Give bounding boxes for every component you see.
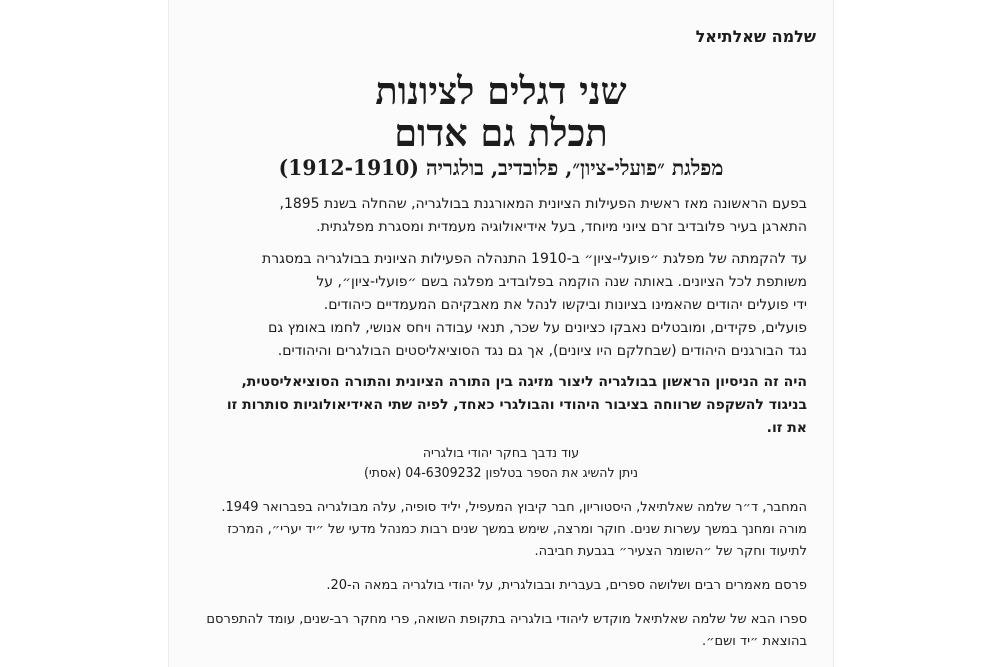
author-bio-line: מורה ומחנך במשך עשרות שנים. חוקר ומרצה, שימש במשך שנים רבות כמנהל מדעי של ״יד יערי״, המרכז	[227, 522, 807, 537]
author-bio-line: המחבר, ד״ר שלמה שאלתיאל, היסטוריון, חבר קיבוץ המעפיל, יליד סופיה, עלה מבולגריה בפברואר 1949.	[221, 500, 807, 515]
author-name: שלמה שאלתיאל	[695, 27, 816, 46]
paragraph-1-line: בפעם הראשונה מאז ראשית הפעילות הציונית המאורגנת בבולגריה, שהחלה בשנת 1895,	[279, 196, 807, 212]
next-book-line: בהוצאת ״יד ושם״.	[701, 634, 807, 649]
paragraph-2-line: עד להקמתה של מפלגת ״פועלי-ציון״ ב-1910 התנהלה הפעילות הציונית בבולגריה במסגרת	[262, 251, 807, 267]
author-bio-line: לתיעוד וחקר של ״השומר הצעיר״ בגבעת חביבה.	[534, 544, 807, 559]
paragraph-1-line: התארגן בעיר פלובדיב זרם ציוני מיוחד, בעל אידיאולוגיה מעמדית ומסגרת מפלגתית.	[316, 219, 807, 235]
book-back-cover	[168, 0, 834, 667]
title-line-2: תכלת גם אדום	[394, 110, 608, 155]
paragraph-2-line: נגד הבורגנים היהודים (שבחלקם היו ציונים), אך גם נגד הסוציאליסטים הבולגרים והיהודים.	[277, 343, 807, 359]
order-phone-note: ניתן להשיג את הספר בטלפון 04-6309232 (אסתי)	[363, 466, 639, 481]
next-book-line: ספרו הבא של שלמה שאלתיאל מוקדש ליהודי בולגריה בתקופת השואה, פרי מחקר רב-שנים, עומד להתפרסם	[206, 612, 807, 627]
paragraph-2-line: ידי פועלים יהודים שהאמינו בציונות וביקשו לנהל את מאבקיהם המעמדיים כיהודים.	[323, 297, 807, 313]
paragraph-3-bold-line: בניגוד להשקפה שרווחה בציבור היהודי והבולגרי כאחד, לפיה שתי האידיאולוגיות סותרות זו	[226, 397, 807, 413]
paragraph-3-bold-line: את זו.	[766, 420, 807, 436]
series-note: עוד נדבך בחקר יהודי בולגריה	[422, 446, 580, 461]
paragraph-2-line: משותפת לכל הציונים. באותה שנה הוקמה בפלובדיב מפלגה בשם ״פועלי-ציון״, על	[316, 274, 807, 290]
publications-line: פרסם מאמרים רבים ושלושה ספרים, בעברית ובבולגרית, על יהודי בולגריה במאה ה-20.	[326, 578, 807, 593]
paragraph-3-bold-line: היה זה הניסיון הראשון בבולגריה ליצור מזיגה בין התורה הציונית והתורה הסוציאליסטית,	[241, 374, 807, 390]
title-line-1: שני דגלים לציונות	[375, 68, 627, 113]
paragraph-2-line: פועלים, פקידים, ומובטלים נאבקו כציונים על שכר, תנאי עבודה ויחס אנושי, לחמו באומץ גם	[268, 320, 807, 336]
subtitle: מפלגת ״פועלי-ציון״, פלובדיב, בולגריה (1912-1910)	[278, 155, 724, 180]
